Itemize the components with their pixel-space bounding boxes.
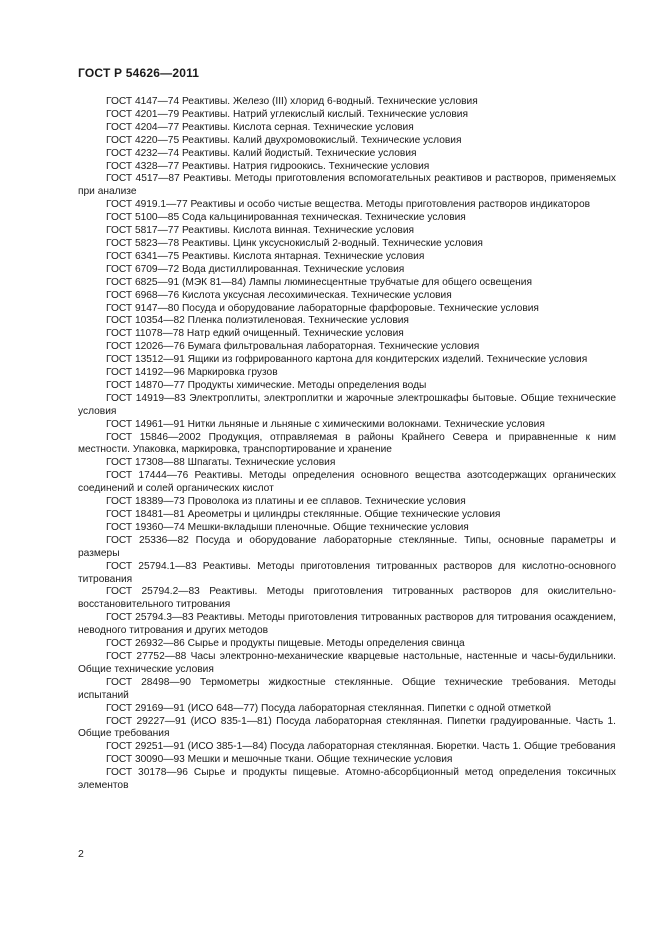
reference-entry: ГОСТ 29169—91 (ИСО 648—77) Посуда лабораторная стеклянная. Пипетки с одной отметкой: [106, 702, 552, 714]
page-number: 2: [78, 848, 84, 860]
reference-entry: ГОСТ 25336—82 Посуда и оборудование лабораторные стеклянные. Типы, основные параметры и размеры: [78, 534, 616, 559]
reference-entry: ГОСТ 4220—75 Реактивы. Калий двухромовокислый. Технические условия: [106, 134, 462, 146]
reference-list: [78, 96, 616, 793]
reference-entry: ГОСТ 25794.1—83 Реактивы. Методы приготовления титрованных растворов для кислотно-основного титрования: [78, 560, 616, 585]
reference-entry: ГОСТ 15846—2002 Продукция, отправляемая в районы Крайнего Севера и приравненные к ним местности. Упаковка, маркировка, транспортирование и хранение: [78, 431, 616, 456]
reference-entry: ГОСТ 18481—81 Ареометры и цилиндры стеклянные. Общие технические условия: [106, 509, 501, 520]
reference-entry: ГОСТ 25794.2—83 Реактивы. Методы приготовления титрованных растворов для окислительно-восстановительного титрования: [78, 586, 616, 611]
reference-entry: ГОСТ 18389—73 Проволока из платины и ее сплавов. Технические условия: [106, 496, 466, 508]
reference-entry: ГОСТ 30178—96 Сырье и продукты пищевые. Атомно-абсорбционный метод определения токсичных элементов: [78, 767, 616, 792]
reference-entry: ГОСТ 6968—76 Кислота уксусная лесохимическая. Технические условия: [106, 289, 452, 301]
reference-entry: ГОСТ 4919.1—77 Реактивы и особо чистые вещества. Методы приготовления растворов индикаторов: [106, 199, 591, 211]
document-header: ГОСТ Р 54626—2011: [78, 66, 200, 80]
reference-entry: ГОСТ 4204—77 Реактивы. Кислота серная. Технические условия: [106, 121, 414, 133]
reference-entry: ГОСТ 26932—86 Сырье и продукты пищевые. Методы определения свинца: [106, 638, 465, 650]
reference-entry: ГОСТ 12026—76 Бумага фильтровальная лабораторная. Технические условия: [106, 341, 480, 353]
reference-entry: ГОСТ 4201—79 Реактивы. Натрий углекислый кислый. Технические условия: [106, 108, 469, 120]
reference-entry: ГОСТ 27752—88 Часы электронно-механические кварцевые настольные, настенные и часы-будильники. Общие технические условия: [78, 650, 616, 675]
reference-entry: ГОСТ 5817—77 Реактивы. Кислота винная. Технические условия: [106, 225, 415, 237]
reference-entry: ГОСТ 9147—80 Посуда и оборудование лабораторные фарфоровые. Технические условия: [106, 302, 539, 314]
reference-entry: ГОСТ 4517—87 Реактивы. Методы приготовления вспомогательных реактивов и растворов, применяемых при анализе: [78, 173, 616, 198]
reference-entry: ГОСТ 4328—77 Реактивы. Натрия гидроокись. Технические условия: [106, 160, 430, 172]
reference-entry: ГОСТ 30090—93 Мешки и мешочные ткани. Общие технические условия: [106, 754, 453, 766]
reference-entry: ГОСТ 5823—78 Реактивы. Цинк уксуснокислый 2-водный. Технические условия: [106, 237, 483, 249]
reference-entry: ГОСТ 17444—76 Реактивы. Методы определения основного вещества азотсодержащих органических соединений и солей органических кислот: [78, 470, 616, 495]
reference-entry: ГОСТ 4147—74 Реактивы. Железо (III) хлорид 6-водный. Технические условия: [106, 96, 478, 107]
reference-entry: ГОСТ 10354—82 Пленка полиэтиленовая. Технические условия: [106, 315, 409, 327]
reference-entry: ГОСТ 19360—74 Мешки-вкладыши пленочные. Общие технические условия: [106, 521, 469, 533]
reference-entry: ГОСТ 13512—91 Ящики из гофрированного картона для кондитерских изделий. Технические условия: [106, 354, 588, 366]
reference-entry: ГОСТ 4232—74 Реактивы. Калий йодистый. Технические условия: [106, 147, 417, 159]
reference-entry: ГОСТ 25794.3—83 Реактивы. Методы приготовления титрованных растворов для титрования осаждением, неводного титрования и других методов: [78, 612, 616, 637]
reference-entry: ГОСТ 6709—72 Вода дистиллированная. Технические условия: [106, 263, 405, 275]
reference-entry: ГОСТ 28498—90 Термометры жидкостные стеклянные. Общие технические требования. Методы испытаний: [78, 676, 616, 701]
reference-entry: ГОСТ 14919—83 Электроплиты, электроплитки и жарочные электрошкафы бытовые. Общие технические условия: [78, 392, 616, 417]
reference-entry: ГОСТ 14961—91 Нитки льняные и льняные с химическими волокнами. Технические условия: [106, 418, 545, 430]
reference-entry: ГОСТ 11078—78 Натр едкий очищенный. Технические условия: [106, 328, 404, 340]
reference-entry: ГОСТ 14192—96 Маркировка грузов: [106, 367, 278, 379]
reference-entry: ГОСТ 17308—88 Шпагаты. Технические условия: [106, 457, 336, 469]
reference-entry: ГОСТ 6341—75 Реактивы. Кислота янтарная. Технические условия: [106, 250, 425, 262]
reference-entry: ГОСТ 29227—91 (ИСО 835-1—81) Посуда лабораторная стеклянная. Пипетки градуированные. Часть 1. Общие требования: [78, 715, 616, 740]
reference-entry: ГОСТ 6825—91 (МЭК 81—84) Лампы люминесцентные трубчатые для общего освещения: [106, 276, 532, 288]
reference-entry: ГОСТ 5100—85 Сода кальцинированная техническая. Технические условия: [106, 212, 466, 224]
reference-entry: ГОСТ 29251—91 (ИСО 385-1—84) Посуда лабораторная стеклянная. Бюретки. Часть 1. Общие требования: [106, 741, 616, 753]
reference-entry: ГОСТ 14870—77 Продукты химические. Методы определения воды: [106, 379, 427, 391]
